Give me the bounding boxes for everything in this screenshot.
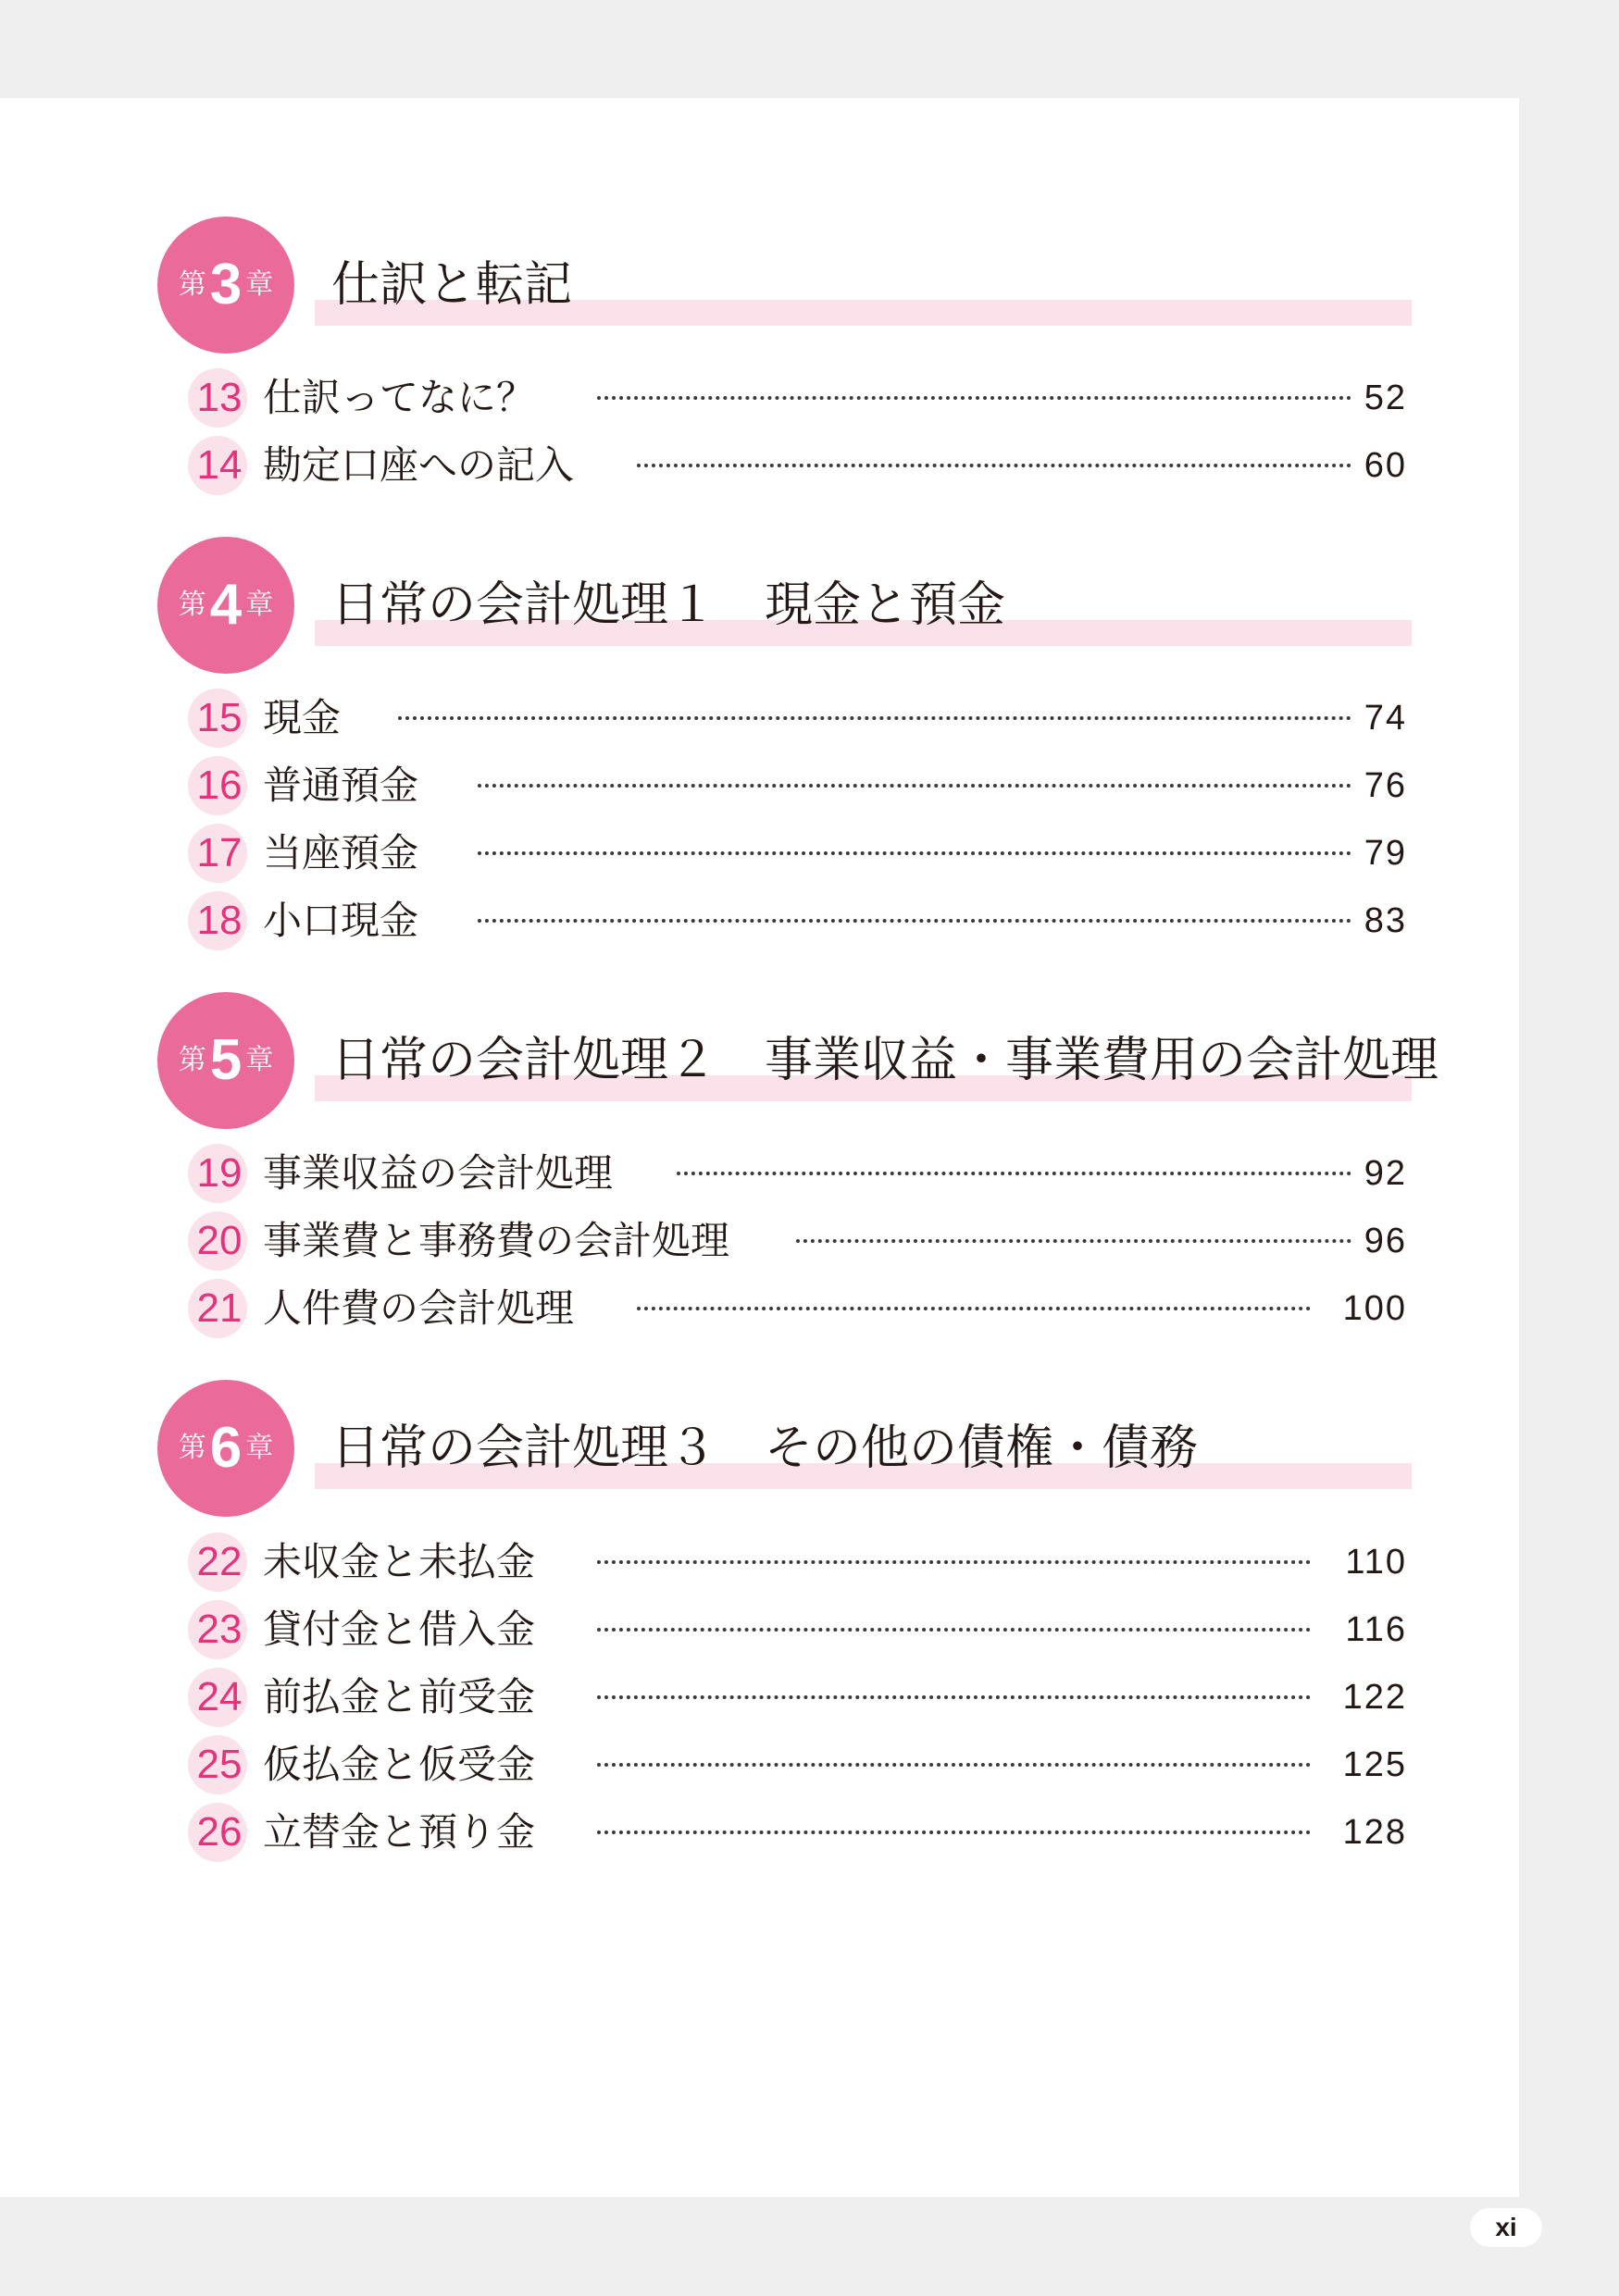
chapter-number: 4 (209, 573, 243, 637)
entry-page: 125 (1342, 1745, 1407, 1784)
toc-entry[interactable] (0, 888, 1519, 953)
entry-number: 15 (196, 695, 243, 740)
dot-leader (597, 1831, 1311, 1834)
entry-title: 当座預金 (263, 830, 419, 875)
toc-entry[interactable] (0, 1597, 1519, 1662)
toc-entry[interactable] (0, 1141, 1519, 1206)
chapter-prefix: 第 (178, 589, 206, 621)
dot-leader (478, 919, 1351, 923)
dot-leader (796, 1239, 1351, 1243)
dot-leader (597, 396, 1351, 400)
chapter-title: 日常の会計処理１ 現金と預金 (331, 577, 1006, 633)
entry-page: 92 (1364, 1154, 1407, 1193)
entry-number: 24 (196, 1674, 243, 1719)
entry-number: 23 (196, 1607, 243, 1652)
dot-leader (677, 1172, 1351, 1175)
dot-leader (597, 1695, 1311, 1699)
dot-leader (597, 1763, 1311, 1767)
page-number: xi (1470, 2208, 1542, 2247)
toc-entry[interactable] (0, 821, 1519, 886)
entry-page: 60 (1364, 446, 1407, 485)
chapter-prefix: 第 (178, 1432, 206, 1464)
dot-leader (637, 1307, 1311, 1310)
chapter-number: 5 (209, 1028, 243, 1092)
entry-page: 128 (1342, 1813, 1407, 1852)
entry-title: 前払金と前受金 (263, 1674, 536, 1719)
chapter-badge (157, 537, 294, 674)
dot-leader (478, 784, 1351, 788)
toc-entry[interactable] (0, 1276, 1519, 1341)
entry-page: 116 (1345, 1610, 1407, 1649)
toc-entry[interactable] (0, 1732, 1519, 1797)
entry-title: 勘定口座への記入 (263, 442, 575, 488)
entry-number: 14 (196, 442, 243, 488)
dot-leader (478, 851, 1351, 855)
dot-leader (637, 464, 1351, 467)
toc-entry[interactable] (0, 366, 1519, 430)
entry-title: 普通預金 (263, 763, 419, 808)
entry-number: 22 (196, 1539, 243, 1584)
entry-page: 76 (1364, 766, 1407, 805)
toc-entry[interactable] (0, 1209, 1519, 1273)
entry-page: 52 (1364, 379, 1407, 417)
dot-leader (398, 716, 1351, 720)
toc-entry[interactable] (0, 686, 1519, 751)
chapter-number: 6 (209, 1416, 243, 1480)
entry-title: 現金 (263, 695, 342, 740)
dot-leader (597, 1560, 1311, 1564)
entry-title: 人件費の会計処理 (263, 1285, 575, 1331)
entry-page: 74 (1364, 699, 1407, 738)
chapter-badge (157, 217, 294, 354)
chapter-title: 日常の会計処理２ 事業収益・事業費用の会計処理 (331, 1033, 1439, 1088)
entry-title: 未収金と未払金 (263, 1539, 536, 1584)
entry-title: 立替金と預り金 (263, 1809, 536, 1855)
entry-number: 19 (196, 1150, 243, 1196)
chapter-suffix: 章 (245, 1432, 274, 1464)
entry-number: 16 (196, 763, 243, 808)
entry-number: 26 (196, 1809, 243, 1855)
entry-title: 小口現金 (263, 898, 419, 943)
entry-title: 仮払金と仮受金 (263, 1742, 536, 1787)
chapter-badge (157, 1380, 294, 1517)
chapter-number: 3 (209, 253, 243, 316)
entry-number: 25 (196, 1742, 243, 1787)
entry-page: 100 (1342, 1289, 1407, 1328)
chapter-suffix: 章 (245, 1044, 274, 1076)
toc-entry[interactable] (0, 1665, 1519, 1730)
page (0, 98, 1519, 2197)
entry-page: 122 (1342, 1678, 1407, 1717)
chapter-suffix: 章 (245, 589, 274, 621)
entry-page: 96 (1364, 1222, 1407, 1260)
entry-page: 83 (1364, 901, 1407, 940)
entry-page: 79 (1364, 834, 1407, 873)
entry-title: 事業費と事務費の会計処理 (263, 1218, 730, 1263)
toc-entry[interactable] (0, 1800, 1519, 1865)
chapter-prefix: 第 (178, 1044, 206, 1076)
chapter-prefix: 第 (178, 268, 206, 301)
chapter-title: 仕訳と転記 (331, 257, 573, 313)
entry-title: 事業収益の会計処理 (263, 1150, 614, 1196)
entry-number: 20 (196, 1218, 243, 1263)
chapter-badge (157, 992, 294, 1129)
entry-number: 21 (196, 1285, 243, 1331)
entry-number: 13 (196, 375, 243, 420)
entry-number: 18 (196, 898, 243, 943)
entry-page: 110 (1345, 1543, 1407, 1582)
dot-leader (597, 1628, 1311, 1632)
toc-entry[interactable] (0, 1530, 1519, 1595)
entry-title: 貸付金と借入金 (263, 1607, 536, 1652)
chapter-title: 日常の会計処理３ その他の債権・債務 (331, 1421, 1199, 1476)
entry-title: 仕訳ってなに？ (263, 375, 536, 420)
entry-number: 17 (196, 830, 243, 875)
toc-entry[interactable] (0, 433, 1519, 498)
toc-entry[interactable] (0, 753, 1519, 818)
chapter-suffix: 章 (245, 268, 274, 301)
